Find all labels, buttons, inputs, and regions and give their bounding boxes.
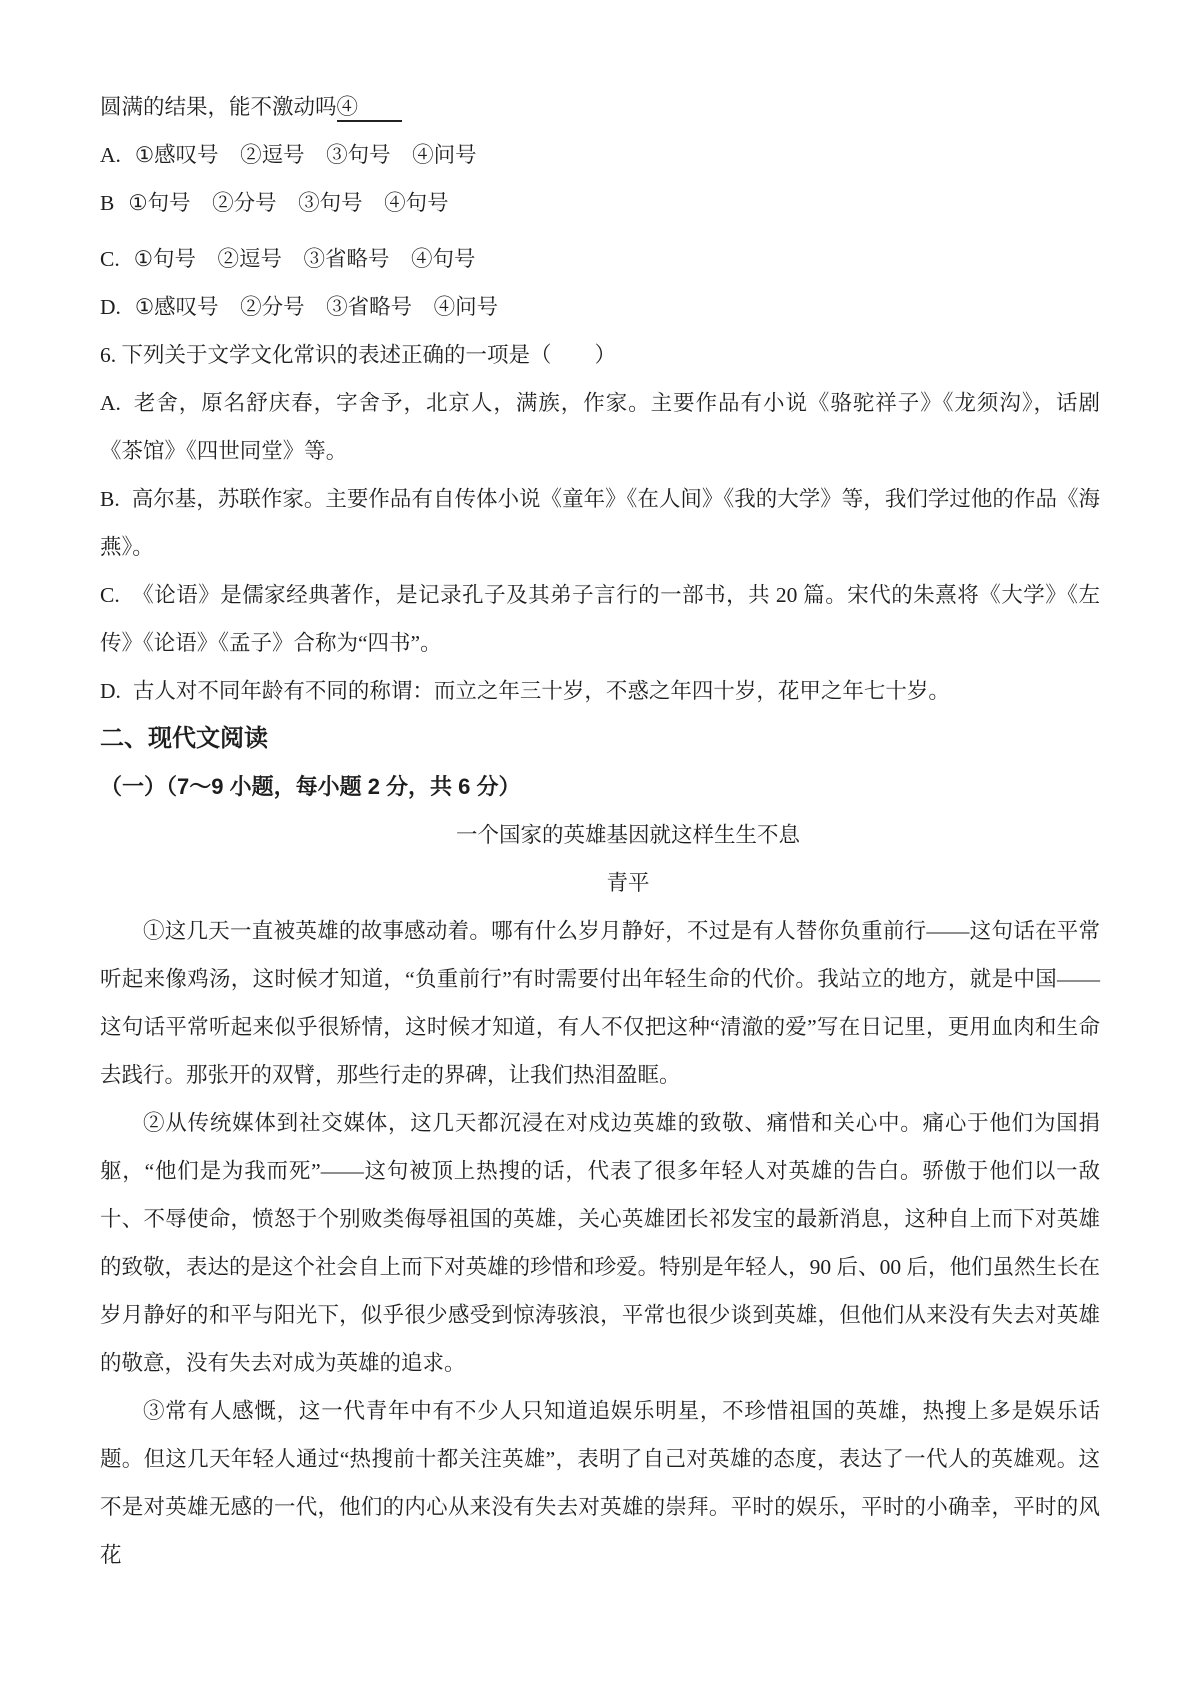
q5-option-b — [100, 179, 1100, 227]
option-label: A. — [100, 143, 121, 167]
section-heading: 二、现代文阅读 — [100, 725, 268, 752]
article-title: 一个国家的英雄基因就这样生生不息 — [455, 823, 800, 847]
article-paragraph-2: ②从传统媒体到社交媒体，这几天都沉浸在对戍边英雄的致敬、痛惜和关心中。痛心于他们为国捐躯，“他们是为我而死”——这句被顶上热搜的话，代表了很多年轻人对英雄的告白。骄傲于他们以一敌十、不辱使命，愤怒于个别败类侮辱祖国的英雄，关心英雄团长祁发宝的最新消息，这种自上而下对英雄的致敬，表达的是这个社会自上而下对英雄的珍惜和珍爱。特别是年轻人，90 后、00 后，他们虽然生长在岁月静好的和平与阳光下，似乎很少感受到惊涛骇浪，平常也很少谈到英雄，但他们从来没有失去对英雄的敬意，没有失去对成为英雄的追求。 — [100, 1111, 1100, 1375]
q6-option-d — [100, 667, 1100, 715]
q6-option-c — [100, 571, 1100, 667]
section-subheading: （一）（7～9 小题，每小题 2 分，共 6 分） — [100, 774, 521, 799]
article-paragraph-3: ③常有人感慨，这一代青年中有不少人只知道追娱乐明星，不珍惜祖国的英雄，热搜上多是娱乐话题。但这几天年轻人通过“热搜前十都关注英雄”，表明了自己对英雄的态度，表达了一代人的英雄观。这不是对英雄无感的一代，他们的内心从来没有失去对英雄的崇拜。平时的娱乐，平时的小确幸，平时的风花 — [100, 1399, 1100, 1567]
q6-option-a — [100, 379, 1100, 475]
q5-option-d — [100, 283, 1100, 331]
article-paragraph-1: ①这几天一直被英雄的故事感动着。哪有什么岁月静好，不过是有人替你负重前行——这句话在平常听起来像鸡汤，这时候才知道，“负重前行”有时需要付出年轻生命的代价。我站立的地方，就是中国——这句话平常听起来似乎很矫情，这时候才知道，有人不仅把这种“清澈的爱”写在日记里，更用血肉和生命去践行。那张开的双臂，那些行走的界碑，让我们热泪盈眶。 — [100, 919, 1100, 1087]
option-text: ①感叹号 ②逗号 ③句号 ④问号 — [134, 143, 477, 167]
option-label: D. — [100, 679, 121, 703]
q5-blank — [337, 95, 403, 122]
q5-option-a — [100, 131, 1100, 179]
option-text: ①句号 ②分号 ③句号 ④句号 — [128, 191, 449, 215]
q5-option-c — [100, 235, 1100, 283]
option-label: B — [100, 191, 115, 215]
option-text: 高尔基，苏联作家。主要作品有自传体小说《童年》《在人间》《我的大学》等，我们学过他的作品《海燕》。 — [100, 487, 1100, 559]
article-author: 青平 — [606, 871, 650, 895]
q6-stem-line: 6. 下列关于文学文化常识的表述正确的一项是（ ） — [100, 343, 617, 367]
q5-stem-text: 圆满的结果，能不激动吗 — [100, 95, 337, 119]
q5-stem-line — [100, 83, 1100, 131]
option-text: 古人对不同年龄有不同的称谓：而立之年三十岁，不惑之年四十岁，花甲之年七十岁。 — [132, 679, 950, 703]
q6-option-b — [100, 475, 1100, 571]
option-label: A. — [100, 391, 121, 415]
option-text: ①句号 ②逗号 ③省略号 ④句号 — [133, 247, 476, 271]
option-label: B. — [100, 487, 120, 511]
option-label: D. — [100, 295, 121, 319]
option-text: 老舍，原名舒庆春，字舍予，北京人，满族，作家。主要作品有小说《骆驼祥子》《龙须沟》，话剧《茶馆》《四世同堂》等。 — [100, 391, 1100, 463]
option-label: C. — [100, 247, 120, 271]
option-text: 《论语》是儒家经典著作，是记录孔子及其弟子言行的一部书，共 20 篇。宋代的朱熹将《大学》《左传》《论语》《孟子》合称为“四书”。 — [100, 583, 1100, 655]
q5-blank-marker: ④ — [336, 95, 359, 119]
option-text: ①感叹号 ②分号 ③省略号 ④问号 — [134, 295, 499, 319]
option-label: C. — [100, 583, 120, 607]
